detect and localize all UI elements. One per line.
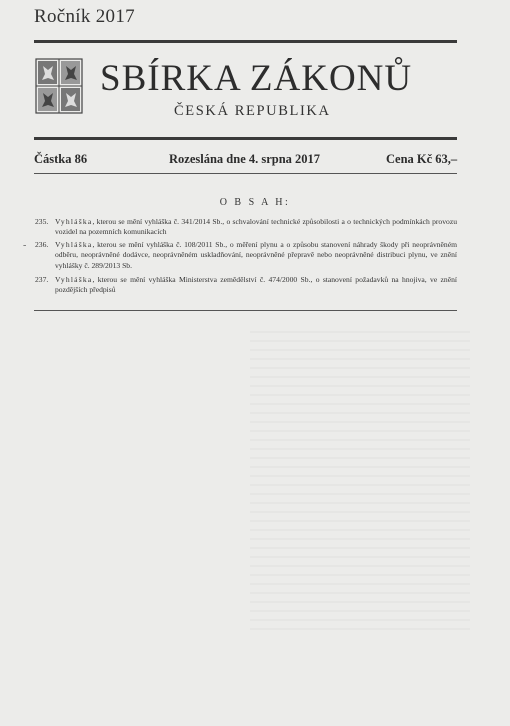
entry-number: 237. xyxy=(35,275,49,284)
bleed-through-texture xyxy=(250,330,470,630)
entry-kind: Vyhláška xyxy=(55,240,93,249)
contents-entry xyxy=(35,240,457,271)
entry-text: , kterou se mění vyhláška č. 341/2014 Sb., o schvalování technické způsobilosti a o technických podmínkách provozu vozidel na pozemních komunikacích xyxy=(55,217,457,237)
contents-heading: O B S A H: xyxy=(219,197,291,208)
issue-price: Cena Kč 63,– xyxy=(386,152,458,166)
entry-number: 235. xyxy=(35,217,49,226)
issue-part: Částka 86 xyxy=(34,152,88,166)
contents-entry xyxy=(35,275,457,296)
masthead-bottom-rule xyxy=(34,137,457,140)
coat-of-arms-icon xyxy=(35,58,83,114)
issue-sent-date: Rozeslána dne 4. srpna 2017 xyxy=(169,152,321,166)
entry-text: , kterou se mění vyhláška Ministerstva zemědělství č. 474/2000 Sb., o stanovení požadavků na hnojiva, ve znění pozdějších předpisů xyxy=(55,275,457,295)
contents-bottom-rule xyxy=(34,310,457,311)
country-subtitle: ČESKÁ REPUBLIKA xyxy=(174,103,331,119)
margin-mark: - xyxy=(23,240,27,251)
top-rule xyxy=(34,40,457,43)
entry-kind: Vyhláška xyxy=(55,275,93,284)
gazette-title: SBÍRKA ZÁKONŮ xyxy=(100,58,413,99)
contents-entry xyxy=(35,217,457,238)
volume-label: Ročník 2017 xyxy=(34,6,135,27)
entry-kind: Vyhláška xyxy=(55,217,93,226)
entry-text: , kterou se mění vyhláška č. 108/2011 Sb., o měření plynu a o způsobu stanovení náhrady škody při neoprávněném odběru, neoprávněné dodávce, neoprávněném uskladňování, neoprávněné přepravě nebo neoprávněné distribuci plynu, ve znění vyhlášky č. 289/2013 Sb. xyxy=(55,240,457,270)
meta-bottom-rule xyxy=(34,173,457,174)
entry-number: 236. xyxy=(35,240,49,249)
